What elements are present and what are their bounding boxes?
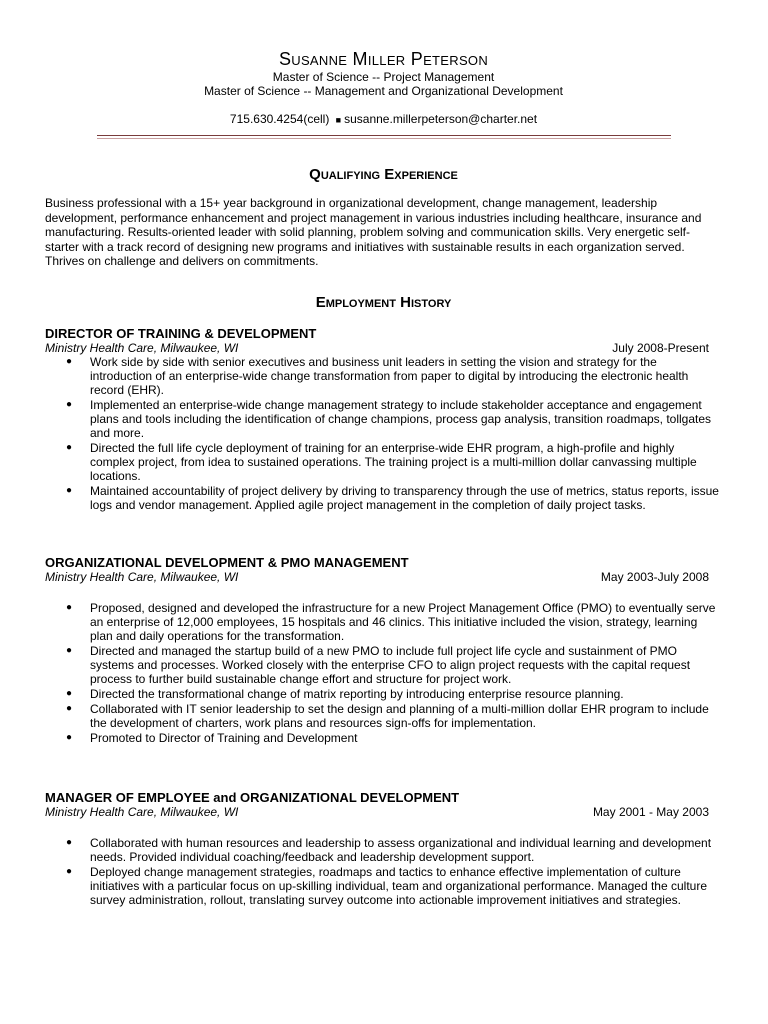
qualifying-summary: Business professional with a 15+ year background in organizational development, change management, leadership development, performance enhancement and project management in various industries including healthcare, insurance and manufacturing. Results-oriented leader with solid planning, problem solving and communication skills. Very energetic self-starter with a track record of designing new programs and initiatives with sustainable results in each organization served. Thrives on challenge and delivers on commitments. xyxy=(45,196,702,269)
bullet-icon: ● xyxy=(66,441,73,453)
bullet-icon: ● xyxy=(66,731,73,743)
bullet-icon: ● xyxy=(66,836,73,848)
bullet-icon: ● xyxy=(66,601,73,613)
candidate-name: Susanne Miller Peterson xyxy=(278,49,489,69)
job-dates: May 2001 - May 2003 xyxy=(592,804,709,819)
job-organization: Ministry Health Care, Milwaukee, WI xyxy=(45,340,239,355)
job-title: MANAGER OF EMPLOYEE and ORGANIZATIONAL DEVELOPMENT xyxy=(45,789,460,805)
degree-line-2: Master of Science -- Management and Organizational Development xyxy=(204,84,563,98)
email-address: susanne.millerpeterson@charter.net xyxy=(344,112,538,126)
bullet-icon: ● xyxy=(66,702,73,714)
list-item: ● Deployed change management strategies, roadmaps and tactics to enhance effective implementation of culture initiatives with a particular focus on up-skilling individual, team and organizational performance. Managed the culture survey administration, rollout, translating survey outcome into actionable improvement initiatives and strategies. xyxy=(66,864,708,907)
bullet-icon: ● xyxy=(66,687,73,699)
list-item: ● Work side by side with senior executives and business unit leaders in setting the vision and strategy for the introduction of an enterprise-wide change transformation from paper to digital by introducing the electronic health record (EHR). xyxy=(66,354,689,397)
job-bullets xyxy=(45,355,722,512)
list-item: ● Collaborated with human resources and leadership to assess organizational and individual learning and development needs. Provided individual coaching/feedback and leadership development support. xyxy=(66,835,712,864)
bullet-icon: ● xyxy=(66,355,73,367)
list-item: ● Maintained accountability of project delivery by driving to transparency through the use of metrics, status reports, issue logs and vendor management. Applied agile project management in the completion of daily project tasks. xyxy=(66,483,719,512)
job-entry xyxy=(45,790,722,907)
employment-history-heading: Employment History xyxy=(315,293,452,311)
job-title: DIRECTOR OF TRAINING & DEVELOPMENT xyxy=(45,325,317,341)
job-meta xyxy=(45,805,722,819)
square-bullet-icon: ■ xyxy=(335,115,342,125)
bullet-icon: ● xyxy=(66,484,73,496)
list-item: ● Collaborated with IT senior leadership to set the design and planning of a multi-million dollar EHR program to include the development of charters, work plans and resources sign-offs for implementation. xyxy=(66,701,709,730)
bullet-icon: ● xyxy=(66,865,73,877)
job-entry xyxy=(45,555,722,745)
job-organization: Ministry Health Care, Milwaukee, WI xyxy=(45,804,239,819)
job-bullets xyxy=(45,836,722,907)
job-title: ORGANIZATIONAL DEVELOPMENT & PMO MANAGEMENT xyxy=(45,554,409,570)
list-item: ● Directed and managed the startup build of a new PMO to include full project life cycle and sustainment of PMO systems and processes. Worked closely with the enterprise CFO to align project requests with the capital request process to further build sustainable change effort and structure for project work. xyxy=(66,643,691,686)
phone-number: 715.630.4254(cell) xyxy=(229,112,330,126)
qualifying-experience-heading: Qualifying Experience xyxy=(309,166,458,183)
list-item: ● Promoted to Director of Training and Development xyxy=(66,730,358,745)
job-dates: May 2003-July 2008 xyxy=(600,569,709,584)
bullet-icon: ● xyxy=(66,644,73,656)
job-meta xyxy=(45,341,722,355)
degree-line-1: Master of Science -- Project Management xyxy=(272,70,495,84)
job-bullets xyxy=(45,601,722,745)
resume-header xyxy=(45,0,722,139)
job-dates: July 2008-Present xyxy=(612,340,709,355)
bullet-icon: ● xyxy=(66,398,73,410)
list-item: ● Implemented an enterprise-wide change management strategy to include stakeholder acceptance and engagement plans and tools including the identification of change champions, process gap analysis, transition roadmaps, tollgates and more. xyxy=(66,397,712,440)
contact-line xyxy=(45,112,722,127)
list-item: ● Proposed, designed and developed the infrastructure for a new Project Management Office (PMO) to eventually serve an enterprise of 12,000 employees, 15 hospitals and 46 clinics. This initiative included the vision, strategy, learning plan and daily operations for the transformation. xyxy=(66,600,716,643)
job-organization: Ministry Health Care, Milwaukee, WI xyxy=(45,569,239,584)
list-item: ● Directed the transformational change of matrix reporting by introducing enterprise resource planning. xyxy=(66,686,624,701)
job-entry xyxy=(45,326,722,512)
list-item: ● Directed the full life cycle deployment of training for an enterprise-wide EHR program, a high-profile and highly complex project, from idea to sustained operations. The training project is a multi-million dollar canvassing multiple locations. xyxy=(66,440,697,483)
job-meta xyxy=(45,570,722,584)
